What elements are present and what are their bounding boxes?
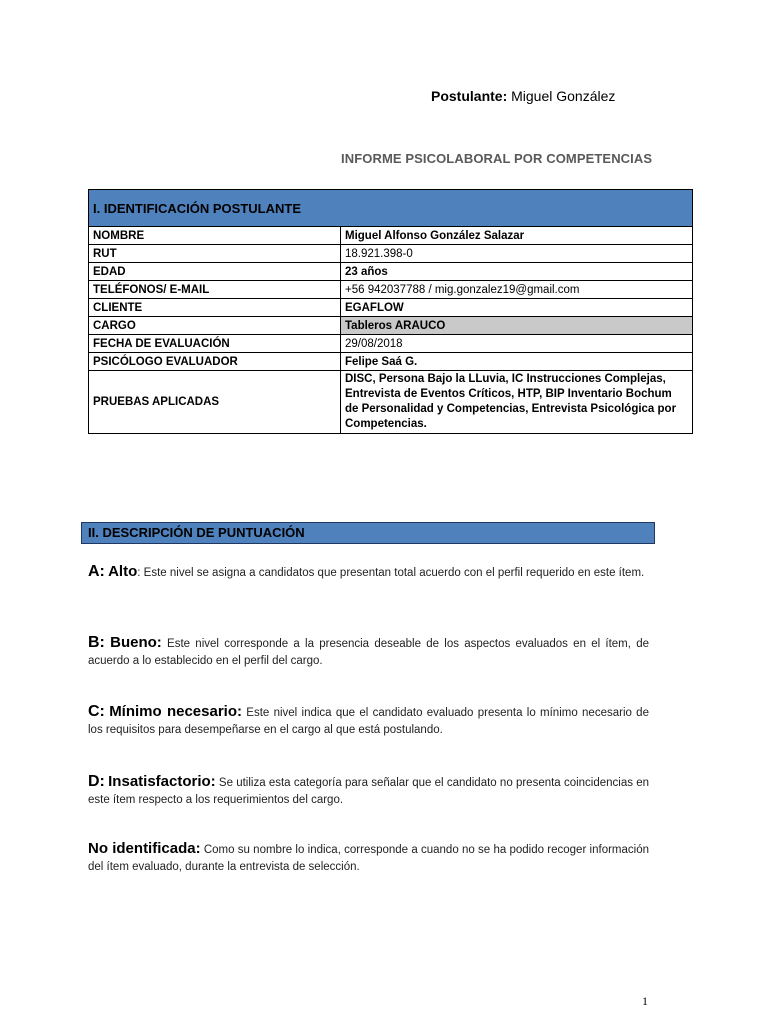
score-letter: C: [88, 703, 105, 720]
field-label: EDAD [89, 263, 341, 281]
scoring-section-title: II. DESCRIPCIÓN DE PUNTUACIÓN [81, 522, 655, 544]
score-text: Se utiliza esta categoría para señalar que el candidato no presenta coincidencias en este ítem respecto a los requerimientos del cargo. [88, 777, 650, 806]
field-value: Miguel Alfonso González Salazar [341, 227, 693, 245]
score-text: Como su nombre lo indica, corresponde a cuando no se ha podido recoger información del ítem evaluado, durante la entrevista de selección. [88, 844, 649, 873]
score-letter: B: [88, 634, 105, 651]
field-label: CLIENTE [89, 299, 341, 317]
field-value: 23 años [341, 263, 693, 281]
score-text: Este nivel corresponde a la presencia deseable de los aspectos evaluados en el ítem, de acuerdo a lo establecido en el perfil del cargo. [88, 638, 649, 667]
field-label: FECHA DE EVALUACIÓN [89, 335, 341, 353]
postulante-header [431, 88, 615, 104]
field-value: 18.921.398-0 [341, 245, 693, 263]
table-row [89, 299, 693, 317]
identification-section-title: I. IDENTIFICACIÓN POSTULANTE [89, 190, 693, 227]
identification-header-row [89, 190, 693, 227]
score-term: No identificada: [88, 840, 201, 857]
table-row [89, 245, 693, 263]
field-label: NOMBRE [89, 227, 341, 245]
score-term: Alto [108, 563, 138, 580]
field-label: PRUEBAS APLICADAS [89, 371, 341, 434]
table-row [89, 263, 693, 281]
score-term: Insatisfactorio: [108, 773, 216, 790]
field-value: EGAFLOW [341, 299, 693, 317]
field-value: 29/08/2018 [341, 335, 693, 353]
table-row [89, 371, 693, 434]
score-description-none [88, 840, 649, 876]
score-description-d [88, 773, 649, 809]
score-text: : Este nivel se asigna a candidatos que presentan total acuerdo con el perfil requerido en este ítem. [137, 567, 645, 579]
field-value: DISC, Persona Bajo la LLuvia, IC Instrucciones Complejas, Entrevista de Eventos Críticos, HTP, BIP Inventario Bochum de Personalidad y Competencias, Entrevista Psicológica por Competencias. [341, 371, 693, 434]
score-text: Este nivel indica que el candidato evaluado presenta lo mínimo necesario de los requisitos para desempeñarse en el cargo al que está postulando. [88, 707, 649, 736]
report-title: INFORME PSICOLABORAL POR COMPETENCIAS [341, 151, 653, 166]
page-number: 1 [642, 994, 648, 1008]
score-letter: A: [88, 563, 105, 580]
field-value: +56 942037788 / mig.gonzalez19@gmail.com [341, 281, 693, 299]
score-term: Bueno: [110, 634, 162, 651]
score-description-c [88, 703, 649, 739]
postulante-name: Miguel González [511, 88, 616, 104]
field-label: TELÉFONOS/ E-MAIL [89, 281, 341, 299]
field-label: RUT [89, 245, 341, 263]
table-row [89, 353, 693, 371]
field-value: Tableros ARAUCO [341, 317, 693, 335]
field-label: PSICÓLOGO EVALUADOR [89, 353, 341, 371]
score-description-b [88, 634, 649, 670]
table-row [89, 227, 693, 245]
identification-table [88, 189, 693, 434]
score-term: Mínimo necesario: [109, 703, 242, 720]
postulante-label: Postulante: [431, 88, 508, 104]
field-value: Felipe Saá G. [341, 353, 693, 371]
score-letter: D: [88, 773, 105, 790]
field-label: CARGO [89, 317, 341, 335]
table-row [89, 281, 693, 299]
table-row [89, 335, 693, 353]
table-row [89, 317, 693, 335]
score-description-a [88, 563, 649, 582]
